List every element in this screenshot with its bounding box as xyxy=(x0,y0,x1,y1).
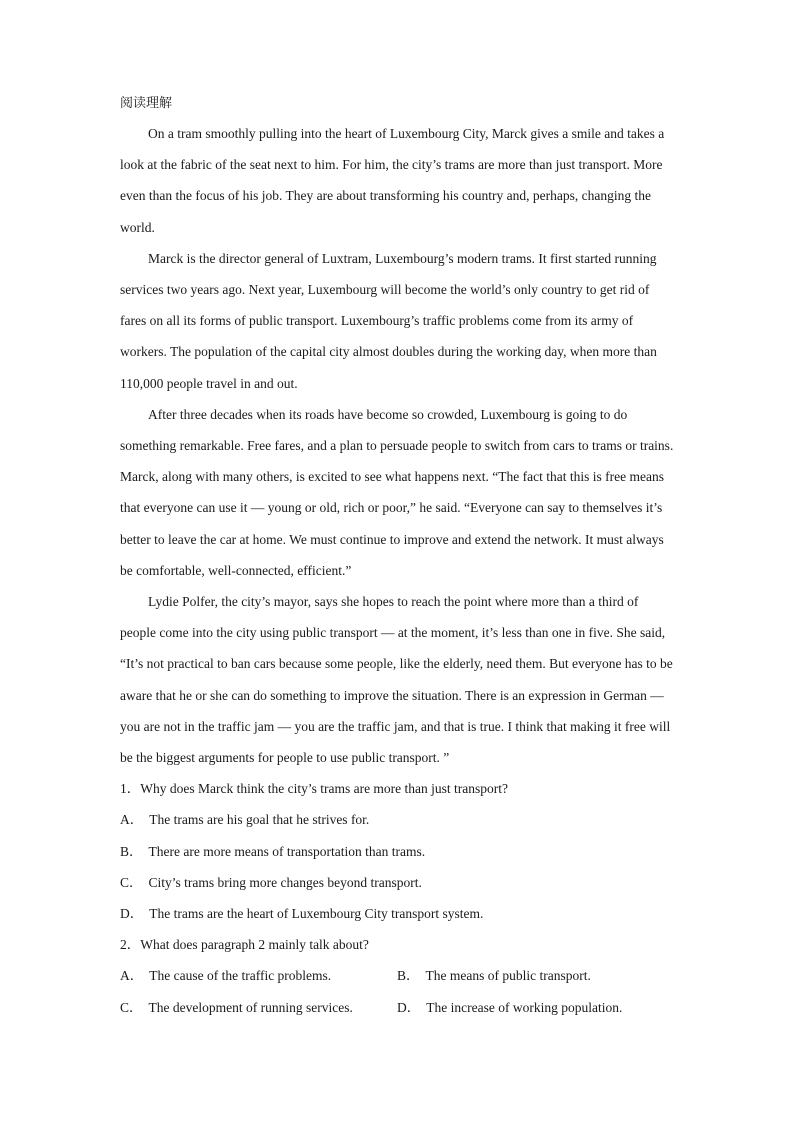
passage-paragraph-2: Marck is the director general of Luxtram, Luxembourg’s modern trams. It first started running services two years ago. Next year, Luxembourg will become the world’s only country to get rid of fares on all its forms of public transport. Luxembourg’s traffic problems come from its army of workers. The population of the capital city almost doubles during the working day, when more than 110,000 people travel in and out. xyxy=(120,250,657,391)
question-stem: Why does Marck think the city’s trams are more than just transport? xyxy=(140,781,509,797)
document-page xyxy=(120,94,675,1023)
option-2d xyxy=(397,992,674,1023)
option-2c xyxy=(120,992,397,1023)
passage-paragraph-4: Lydie Polfer, the city’s mayor, says she hopes to reach the point where more than a third of people come into the city using public transport — at the moment, it’s less than one in five. She said, “It’s not practical to ban cars because some people, like the elderly, need them. But everyone has to be aware that he or she can do something to improve the situation. There is an expression in German — you are not in the traffic jam — you are the traffic jam, and that is true. I think that making it free will be the biggest arguments for people to use public transport. ” xyxy=(120,594,673,766)
option-label: B． xyxy=(397,968,420,984)
question-1 xyxy=(120,773,675,804)
option-text: The cause of the traffic problems. xyxy=(149,968,332,984)
option-label: A． xyxy=(120,968,144,984)
question-2 xyxy=(120,929,675,960)
option-text: The trams are the heart of Luxembourg City transport system. xyxy=(149,906,484,922)
option-2a xyxy=(120,960,397,991)
option-label: C． xyxy=(120,999,143,1015)
option-1c xyxy=(120,867,675,898)
question-number: 1． xyxy=(120,781,141,797)
option-1b xyxy=(120,836,675,867)
option-label: B． xyxy=(120,843,143,859)
option-2b xyxy=(397,960,674,991)
option-row-2cd xyxy=(120,992,675,1023)
passage-paragraph-1: On a tram smoothly pulling into the heart of Luxembourg City, Marck gives a smile and takes a look at the fabric of the seat next to him. For him, the city’s trams are more than just transport. More even than the focus of his job. They are about transforming his country and, perhaps, changing the world. xyxy=(120,126,665,235)
option-text: The development of running services. xyxy=(148,999,353,1015)
option-label: D． xyxy=(120,906,144,922)
passage-paragraph-3: After three decades when its roads have become so crowded, Luxembourg is going to do something remarkable. Free fares, and a plan to persuade people to switch from cars to trams or trains. Marck, along with many others, is excited to see what happens next. “The fact that this is free means that everyone can use it — young or old, rich or poor,” he said. “Everyone can say to themselves it’s better to leave the car at home. We must continue to improve and extend the network. It must always be comfortable, well-connected, efficient.” xyxy=(120,406,674,578)
option-row-2ab xyxy=(120,960,675,991)
option-text: The trams are his goal that he strives for. xyxy=(149,812,370,828)
option-text: The means of public transport. xyxy=(425,968,591,984)
option-text: City’s trams bring more changes beyond transport. xyxy=(148,874,422,890)
option-text: There are more means of transportation than trams. xyxy=(148,843,426,859)
question-number: 2． xyxy=(120,937,141,953)
option-text: The increase of working population. xyxy=(426,999,623,1015)
section-title: 阅读理解 xyxy=(120,96,173,111)
option-label: D． xyxy=(397,999,421,1015)
option-1a xyxy=(120,804,675,835)
option-label: A． xyxy=(120,812,144,828)
option-label: C． xyxy=(120,874,143,890)
question-stem: What does paragraph 2 mainly talk about? xyxy=(140,937,369,953)
option-1d xyxy=(120,898,675,929)
